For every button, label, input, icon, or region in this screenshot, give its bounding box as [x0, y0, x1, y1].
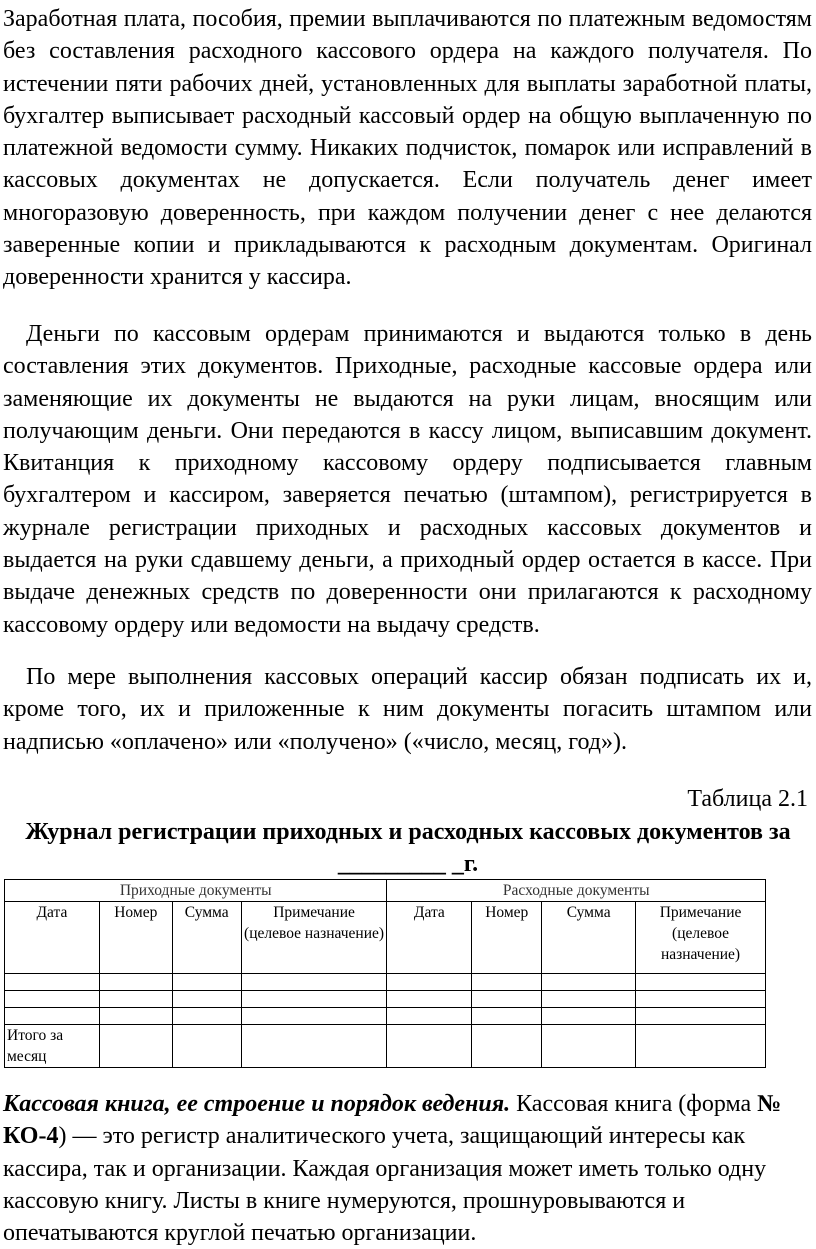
paragraph-cashier-duties: По мере выполнения кассовых операций кассир обязан подписать их и, кроме того, их и приложенные к ним документы погасить штампом или надписью «оплачено» или «получено» («число, месяц, год»).	[3, 664, 812, 755]
table-column-header-row	[5, 902, 766, 974]
group-income-header: Приходные документы	[5, 880, 387, 902]
section-text-after-form: ) — это регистр аналитического учета, защищающий интересы как кассира, так и организации. Каждая организация может иметь только одну кассовую книгу. Листы в книге нумеруются, прошнуровываются и опечатываются круглой печатью организации.	[3, 1123, 767, 1247]
group-expense-header: Расходные документы	[387, 880, 766, 902]
form-code: № КО-4	[3, 1091, 782, 1150]
col-header-expense-note: Примечание (целевое назначение)	[636, 902, 766, 974]
paragraph-cash-orders: Деньги по кассовым ордерам принимаются и выдаются только в день составления этих документов. Приходные, расходные кассовые ордера или заменяющие их документы не выдаются на руки лицам, вносящим или получающим деньги. Они передаются в кассу лицом, выписавшим документ. Квитанция к приходному кассовому ордеру подписывается главным бухгалтером и кассиром, заверяется печатью (штампом), регистрируется в журнале регистрации приходных и расходных кассовых документов и выдается на руки сдавшему деньги, а приходный ордер остается в кассе. При выдаче денежных средств по доверенности они прилагаются к расходному кассовому ордеру или ведомости на выдачу средств.	[3, 321, 812, 638]
col-header-expense-sum: Сумма	[542, 902, 636, 974]
paragraph-cash-book	[0, 1088, 816, 1249]
col-header-expense-date: Дата	[387, 902, 472, 974]
total-label: Итого за месяц	[5, 1025, 100, 1068]
table-title: Журнал регистрации приходных и расходных кассовых документов за _________ _г.	[25, 819, 791, 877]
table-group-header-row	[5, 880, 766, 902]
col-header-income-number: Номер	[99, 902, 172, 974]
table-caption: Таблица 2.1	[687, 786, 808, 812]
section-heading: Кассовая книга, ее строение и порядок ведения.	[3, 1091, 511, 1117]
table-total-row	[5, 1025, 766, 1068]
table-row	[5, 1008, 766, 1025]
cash-documents-journal-table	[4, 879, 766, 1068]
section-text-before-form: Кассовая книга (форма	[510, 1091, 758, 1117]
col-header-income-sum: Сумма	[172, 902, 241, 974]
col-header-income-date: Дата	[5, 902, 100, 974]
paragraph-salary-payments: Заработная плата, пособия, премии выплачиваются по платежным ведомостям без составления расходного кассового ордера на каждого получателя. По истечении пяти рабочих дней, установленных для выплаты заработной платы, бухгалтер выписывает расходный кассовый ордер на общую выплаченную по платежной ведомости сумму. Никаких подчисток, помарок или исправлений в кассовых документах не допускается. Если получатель денег имеет многоразовую доверенность, при каждом получении денег с нее делаются заверенные копии и прикладываются к расходным документам. Оригинал доверенности хранится у кассира.	[3, 6, 812, 291]
table-row	[5, 974, 766, 991]
table-row	[5, 991, 766, 1008]
col-header-expense-number: Номер	[472, 902, 542, 974]
col-header-income-note: Примечание (целевое назначение)	[241, 902, 387, 974]
